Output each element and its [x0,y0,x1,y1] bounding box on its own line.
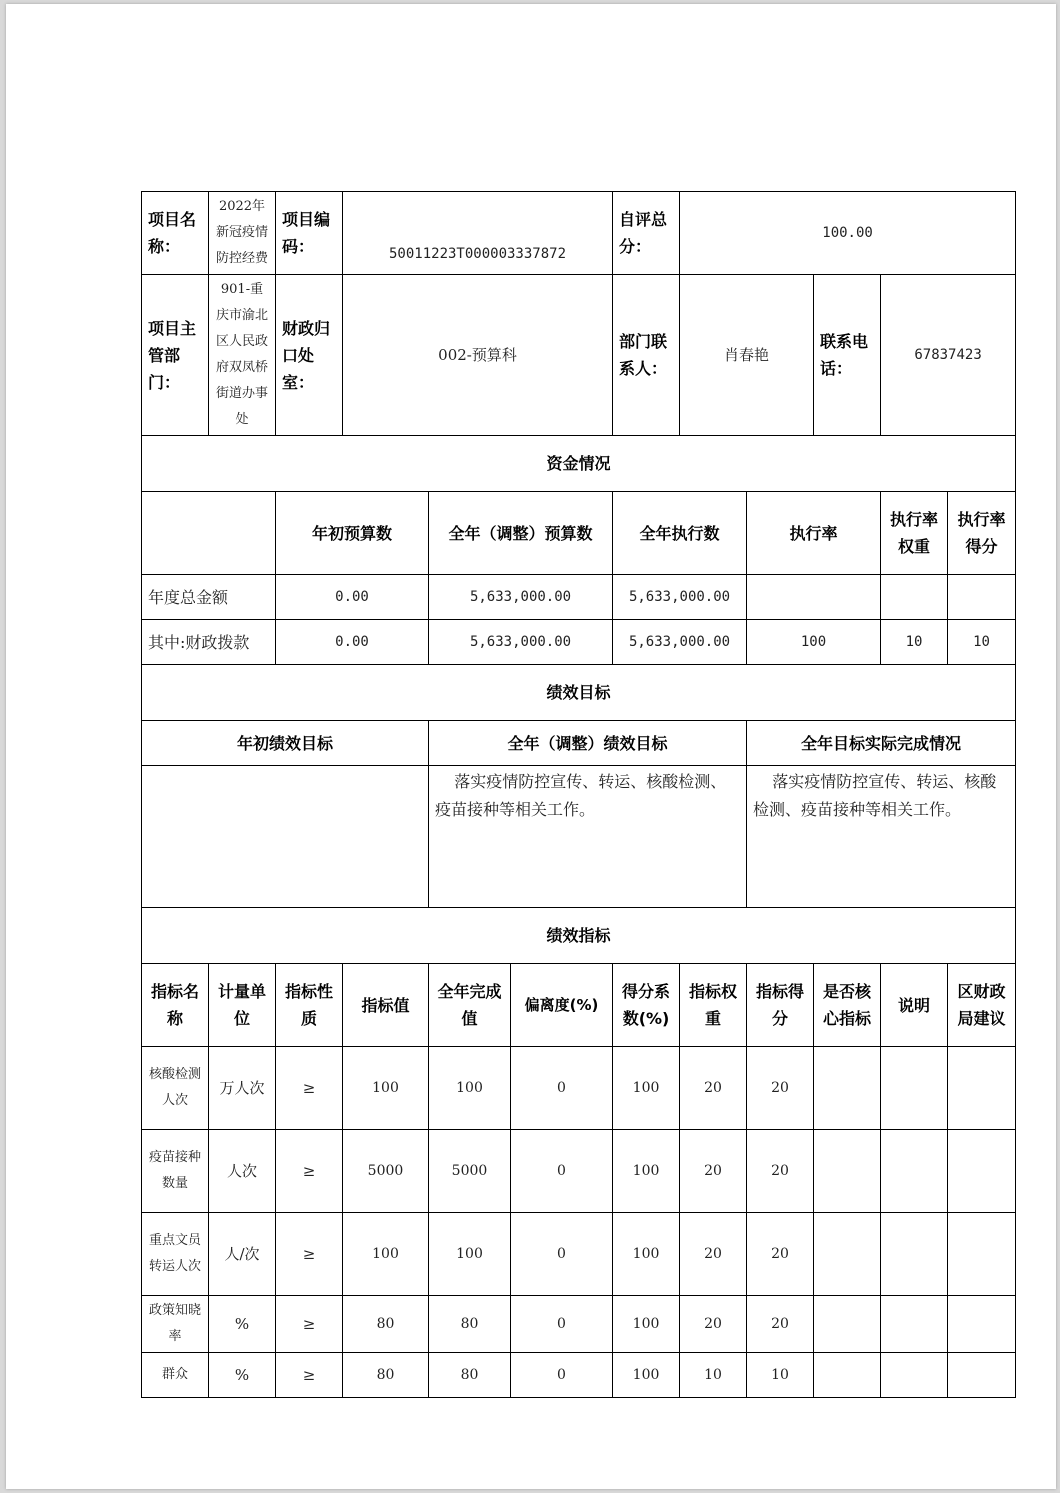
ind-coef: 100 [613,1130,680,1213]
ind-actual: 80 [429,1353,511,1398]
project-name-label: 项目名称： [142,192,209,275]
finance-label: 财政归口处室： [276,275,343,436]
funds-adjusted: 5,633,000.00 [429,620,613,665]
ind-core [814,1213,881,1296]
ind-target: 100 [343,1047,429,1130]
ind-target: 100 [343,1213,429,1296]
ind-target: 5000 [343,1130,429,1213]
ind-unit: % [209,1353,276,1398]
indicator-row [142,1213,1016,1296]
goals-initial [142,766,429,908]
goals-header-adjusted: 全年（调整）绩效目标 [429,721,747,766]
ind-deviation: 0 [511,1353,613,1398]
funds-header-row [142,492,1016,575]
ind-name: 核酸检测人次 [142,1047,209,1130]
funds-header-score: 执行率得分 [948,492,1016,575]
funds-initial: 0.00 [276,575,429,620]
ind-advice [948,1213,1016,1296]
ind-coef: 100 [613,1296,680,1353]
funds-executed: 5,633,000.00 [613,575,747,620]
ind-header-note: 说明 [881,964,948,1047]
ind-core [814,1047,881,1130]
funds-header-rate: 执行率 [747,492,881,575]
ind-weight: 20 [680,1130,747,1213]
ind-advice [948,1047,1016,1130]
ind-actual: 100 [429,1047,511,1130]
ind-header-advice: 区财政局建议 [948,964,1016,1047]
indicators-header-row [142,964,1016,1047]
ind-unit: % [209,1296,276,1353]
funds-header-adjusted: 全年（调整）预算数 [429,492,613,575]
ind-name: 重点文员转运人次 [142,1213,209,1296]
phone: 67837423 [881,275,1016,436]
finance: 002-预算科 [343,275,613,436]
ind-score: 20 [747,1296,814,1353]
document-page [6,4,1056,1489]
funds-row-total [142,575,1016,620]
ind-actual: 80 [429,1296,511,1353]
ind-name: 疫苗接种数量 [142,1130,209,1213]
ind-advice [948,1130,1016,1213]
funds-adjusted: 5,633,000.00 [429,575,613,620]
ind-core [814,1353,881,1398]
ind-unit: 人/次 [209,1213,276,1296]
ind-note [881,1353,948,1398]
ind-actual: 5000 [429,1130,511,1213]
goals-header-initial: 年初绩效目标 [142,721,429,766]
funds-rate: 100 [747,620,881,665]
ind-weight: 20 [680,1296,747,1353]
ind-nature: ≥ [276,1353,343,1398]
ind-header-core: 是否核心指标 [814,964,881,1047]
ind-target: 80 [343,1296,429,1353]
funds-row-label: 其中:财政拨款 [142,620,276,665]
funds-rate [747,575,881,620]
ind-header-weight: 指标权重 [680,964,747,1047]
funds-score: 10 [948,620,1016,665]
funds-title: 资金情况 [142,436,1016,492]
funds-row-fiscal [142,620,1016,665]
indicator-row [142,1130,1016,1213]
ind-weight: 20 [680,1047,747,1130]
header-row-project [142,192,1016,275]
self-score-label: 自评总分： [613,192,680,275]
ind-nature: ≥ [276,1047,343,1130]
ind-header-unit: 计量单位 [209,964,276,1047]
ind-deviation: 0 [511,1047,613,1130]
project-code: 50011223T000003337872 [343,192,613,275]
ind-advice [948,1296,1016,1353]
evaluation-table [141,191,1016,1398]
goals-content-row [142,766,1016,908]
ind-name: 群众 [142,1353,209,1398]
funds-title-row [142,436,1016,492]
funds-weight [881,575,948,620]
funds-weight: 10 [881,620,948,665]
ind-header-score: 指标得分 [747,964,814,1047]
ind-advice [948,1353,1016,1398]
ind-target: 80 [343,1353,429,1398]
indicator-row [142,1296,1016,1353]
self-score: 100.00 [680,192,1016,275]
ind-deviation: 0 [511,1130,613,1213]
ind-header-coef: 得分系数(%) [613,964,680,1047]
funds-executed: 5,633,000.00 [613,620,747,665]
ind-coef: 100 [613,1213,680,1296]
ind-score: 20 [747,1130,814,1213]
indicators-title-row [142,908,1016,964]
ind-header-actual: 全年完成值 [429,964,511,1047]
contact-label: 部门联系人： [613,275,680,436]
funds-row-label: 年度总金额 [142,575,276,620]
ind-name: 政策知晓率 [142,1296,209,1353]
ind-deviation: 0 [511,1213,613,1296]
ind-coef: 100 [613,1047,680,1130]
ind-coef: 100 [613,1353,680,1398]
ind-header-name: 指标名称 [142,964,209,1047]
project-code-label: 项目编码： [276,192,343,275]
goals-header-row [142,721,1016,766]
ind-nature: ≥ [276,1296,343,1353]
ind-actual: 100 [429,1213,511,1296]
funds-header-weight: 执行率权重 [881,492,948,575]
ind-nature: ≥ [276,1130,343,1213]
phone-label: 联系电话： [814,275,881,436]
goals-header-actual: 全年目标实际完成情况 [747,721,1016,766]
header-row-dept [142,275,1016,436]
ind-weight: 10 [680,1353,747,1398]
funds-score [948,575,1016,620]
ind-deviation: 0 [511,1296,613,1353]
ind-header-deviation: 偏离度(%) [511,964,613,1047]
goals-title: 绩效目标 [142,665,1016,721]
project-name: 2022年新冠疫情防控经费 [209,192,276,275]
dept: 901-重庆市渝北区人民政府双凤桥街道办事处 [209,275,276,436]
ind-weight: 20 [680,1213,747,1296]
funds-header-executed: 全年执行数 [613,492,747,575]
ind-core [814,1130,881,1213]
ind-note [881,1213,948,1296]
ind-score: 20 [747,1213,814,1296]
ind-note [881,1296,948,1353]
ind-nature: ≥ [276,1213,343,1296]
contact: 肖春艳 [680,275,814,436]
ind-note [881,1130,948,1213]
ind-core [814,1296,881,1353]
dept-label: 项目主管部门： [142,275,209,436]
ind-score: 20 [747,1047,814,1130]
ind-header-target: 指标值 [343,964,429,1047]
indicators-title: 绩效指标 [142,908,1016,964]
goals-adjusted: 落实疫情防控宣传、转运、核酸检测、疫苗接种等相关工作。 [429,766,747,908]
ind-unit: 万人次 [209,1047,276,1130]
ind-note [881,1047,948,1130]
goals-actual: 落实疫情防控宣传、转运、核酸检测、疫苗接种等相关工作。 [747,766,1016,908]
funds-header-blank [142,492,276,575]
ind-score: 10 [747,1353,814,1398]
funds-initial: 0.00 [276,620,429,665]
goals-title-row [142,665,1016,721]
ind-unit: 人次 [209,1130,276,1213]
indicator-row [142,1353,1016,1398]
funds-header-initial: 年初预算数 [276,492,429,575]
indicator-row [142,1047,1016,1130]
ind-header-nature: 指标性质 [276,964,343,1047]
